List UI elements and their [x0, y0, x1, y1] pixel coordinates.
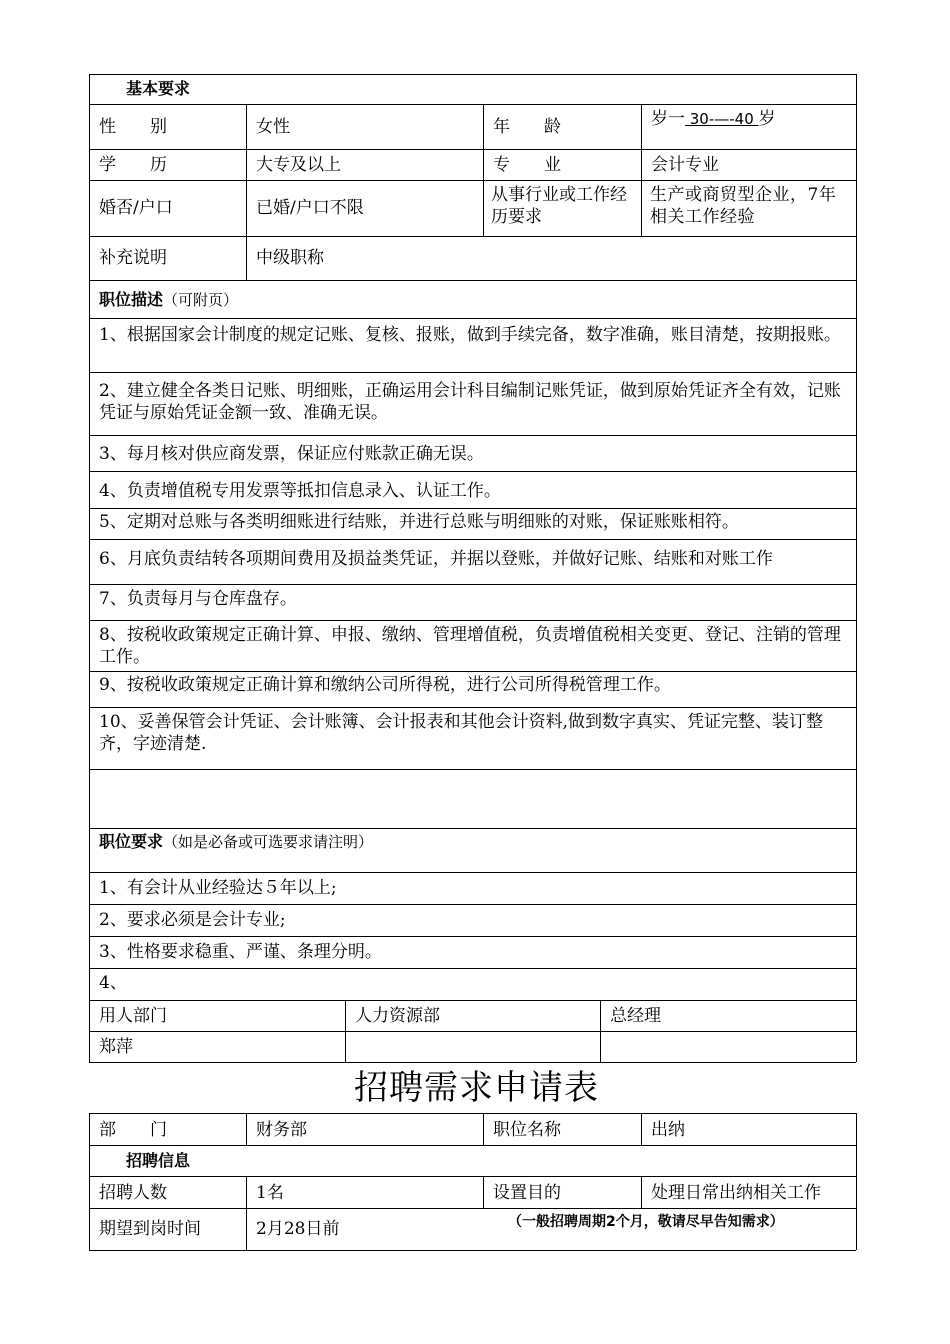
education-value: 大专及以上: [256, 155, 341, 175]
duty-item: 4、负责增值税专用发票等抵扣信息录入、认证工作。: [99, 481, 501, 501]
form-title: 招聘需求申请表: [354, 1068, 599, 1108]
marital-value: 已婚/户口不限: [256, 198, 364, 218]
requirement-item: 3、性格要求稳重、严谨、条理分明。: [99, 942, 382, 962]
form2-position-label: 职位名称: [493, 1120, 561, 1140]
marital-label: 婚否/户口: [99, 198, 173, 218]
age-range-value: 30-—-40: [685, 110, 759, 128]
age-prefix: 岁一: [651, 109, 685, 129]
major-label: 专 业: [493, 155, 561, 175]
duties-heading-note: （可附页）: [163, 291, 239, 309]
duty-item: 8、按税收政策规定正确计算、申报、缴纳、管理增值税，负责增值税相关变更、登记、注销的管理工作。: [99, 625, 841, 667]
signoff-dept-signer: 郑萍: [99, 1037, 133, 1057]
signoff-dept-label: 用人部门: [99, 1006, 167, 1026]
experience-value: 生产或商贸型企业，7年相关工作经验: [650, 185, 837, 227]
major-value: 会计专业: [651, 155, 719, 175]
requirement-item: 4、: [99, 973, 127, 993]
education-label: 学 历: [99, 155, 167, 175]
duty-item-clip: [90, 540, 856, 584]
form2-count-value: 1名: [256, 1183, 284, 1203]
age-range: [651, 108, 776, 130]
form2-period-note: （一般招聘周期2个月，敬请尽早告知需求）: [508, 1214, 784, 1230]
note-label: 补充说明: [99, 248, 167, 268]
age-suffix: 岁: [758, 109, 776, 129]
note-value: 中级职称: [256, 248, 324, 268]
duties-heading: [99, 289, 238, 311]
form2-purpose-value: 处理日常出纳相关工作: [651, 1183, 821, 1203]
form2-position-value: 出纳: [651, 1120, 685, 1140]
duty-item: 9、按税收政策规定正确计算和缴纳公司所得税，进行公司所得税管理工作。: [99, 675, 671, 695]
form2-count-label: 招聘人数: [99, 1183, 167, 1203]
duty-item: 7、负责每月与仓库盘存。: [99, 589, 297, 609]
form2-date-label: 期望到岗时间: [99, 1219, 201, 1239]
duty-item: 3、每月核对供应商发票，保证应付账款正确无误。: [99, 444, 484, 464]
duties-heading-text: 职位描述: [99, 290, 164, 309]
form2-date-value: 2月28日前: [256, 1219, 340, 1239]
requirements-heading-note: （如是必备或可选要求请注明）: [163, 833, 374, 851]
experience-label: 从事行业或工作经历要求: [491, 185, 627, 227]
duty-item: 2、建立健全各类日记账、明细账，正确运用会计科目编制记账凭证，做到原始凭证齐全有效，记账凭证与原始凭证金额一致、准确无误。: [99, 381, 841, 423]
form2-purpose-label: 设置目的: [493, 1183, 561, 1203]
duty-item: 10、妥善保管会计凭证、会计账簿、会计报表和其他会计资料,做到数字真实、凭证完整、装订整齐，字迹清楚.: [99, 712, 824, 754]
requirement-item: 1、有会计从业经验达５年以上;: [99, 878, 337, 898]
age-label: 年 龄: [493, 117, 561, 137]
requirements-heading: [99, 831, 373, 853]
duty-item: 1、根据国家会计制度的规定记账、复核、报账，做到手续完备，数字准确，账目清楚，按期报账。: [99, 325, 841, 345]
duty-item: 5、定期对总账与各类明细账进行结账，并进行总账与明细账的对账，保证账账相符。: [99, 512, 739, 532]
recruitment-info-heading: 招聘信息: [126, 1151, 191, 1170]
requirement-item: 2、要求必须是会计专业;: [99, 910, 286, 930]
gender-value: 女性: [256, 117, 290, 137]
gender-label: 性 别: [99, 117, 167, 137]
signoff-hr-label: 人力资源部: [355, 1006, 440, 1026]
duty-item: 6、月底负责结转各项期间费用及损益类凭证，并据以登账，并做好记账、结账和对账工作: [99, 549, 773, 569]
form2-dept-label: 部 门: [99, 1120, 167, 1140]
requirements-heading-text: 职位要求: [99, 832, 164, 851]
form2-dept-value: 财务部: [256, 1120, 307, 1140]
basic-requirements-heading: 基本要求: [126, 79, 191, 98]
signoff-gm-label: 总经理: [610, 1006, 661, 1026]
